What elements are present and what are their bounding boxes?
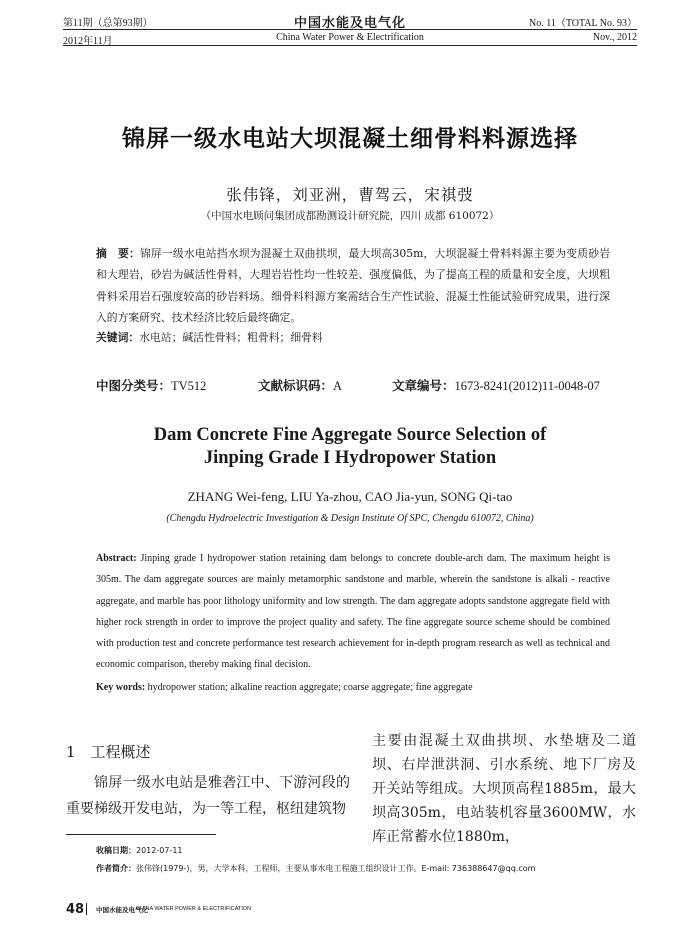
page-number: 48: [66, 902, 85, 917]
abstract-en: [96, 548, 610, 676]
abstract-en-text: Jinping grade I hydropower station retaining dam belongs to concrete double-arch dam. The maximum height is 305m. The dam aggregate sources are mainly metamorphic sandstone and marble, wherein the sandstone is alkali - reactive aggregate, and marble has poor lithology uniformity and low strength. The dam aggregate adopts sandstone aggregate field with higher rock strength in order to improve the project quality and safety. The fine aggregate source scheme should be combined with production test and concrete performance test research achievement for in-depth program research as well as technical and economic comparison, thereby making final decision.: [96, 553, 610, 671]
keywords-en-text: hydropower station; alkaline reaction aggregate; coarse aggregate; fine aggregate: [147, 682, 473, 693]
paper-title-cn: 锦屏一级水电站大坝混凝土细骨料料源选择: [122, 126, 578, 152]
paper-title-en: [0, 424, 700, 470]
keywords-cn-text: 水电站；碱活性骨料；粗骨料；细骨料: [139, 331, 323, 344]
affiliation-en: (Chengdu Hydroelectric Investigation & Design Institute Of SPC, Chengdu 610072, China): [166, 513, 534, 524]
abstract-en-label: Abstract:: [96, 553, 137, 564]
author-bio: [96, 863, 535, 874]
header-date-en: Nov., 2012: [592, 32, 637, 43]
author-bio-label: 作者简介：: [96, 864, 136, 873]
footnote-rule: [66, 834, 216, 835]
footer-journal-en: CHINA WATER POWER & ELECTRIFICATION: [136, 906, 252, 912]
keywords-en: [96, 682, 610, 693]
authors-cn: 张伟锋，刘亚洲，曹驾云，宋祺弢: [226, 186, 474, 204]
abstract-cn: [96, 243, 610, 329]
keywords-cn: [96, 330, 610, 345]
clc-code: [96, 376, 206, 394]
clc-label: 中图分类号：: [96, 378, 172, 393]
affiliation-cn: （中国水电顾问集团成都勘测设计研究院，四川 成都 610072）: [200, 210, 500, 222]
header-rule-thin: [63, 29, 637, 30]
footer-journal-cn: 中国水能及电气化: [96, 906, 148, 914]
abstract-cn-text: 锦屏一级水电站挡水坝为混凝土双曲拱坝，最大坝高305m，大坝混凝土骨料料源主要为变质砂岩和大理岩，砂岩为碱活性骨料，大理岩岩性均一性较差、强度偏低，为了提高工程的质量和安全度，大坝粗骨料采用岩石强度较高的砂岩料场。细骨料料源方案需结合生产性试验、混凝土性能试验研究成果，进行深入的方案研究、技术经济比较后最终确定。: [96, 247, 611, 325]
article-label: 文章编号：: [392, 378, 455, 393]
clc-value: TV512: [171, 379, 207, 393]
keywords-cn-label: 关键词：: [96, 331, 140, 344]
authors-en: ZHANG Wei-feng, LIU Ya-zhou, CAO Jia-yun, SONG Qi-tao: [187, 489, 513, 504]
doc-label: 文献标识码：: [258, 378, 334, 393]
paper-title-en-line1: Dam Concrete Fine Aggregate Source Selection of: [153, 425, 547, 445]
header-rule-bottom: [63, 45, 637, 46]
article-value: 1673-8241(2012)11-0048-07: [454, 379, 600, 393]
doc-value: A: [333, 379, 343, 393]
received-date: [96, 845, 183, 856]
header-journal-cn: 中国水能及电气化: [293, 16, 406, 31]
received-label: 收稿日期：: [96, 846, 136, 855]
body-left-column: 锦屏一级水电站是雅砻江中、下游河段的重要梯级开发电站，为一等工程，枢纽建筑物: [66, 775, 350, 817]
body-right-column: 主要由混凝土双曲拱坝、水垫塘及二道坝、右岸泄洪洞、引水系统、地下厂房及开关站等组成。大坝顶高程1885m，最大坝高305m，电站装机容量3600MW，水库正常蓄水位1880m，: [372, 733, 636, 845]
document-code: [258, 376, 342, 394]
received-value: 2012-07-11: [136, 846, 183, 855]
abstract-cn-label: 摘 要：: [96, 247, 140, 260]
header-issue-en: No. 11（TOTAL No. 93）: [529, 18, 637, 29]
section-heading: 1 工程概述: [66, 743, 151, 761]
header-journal-en: China Water Power & Electrification: [276, 32, 424, 43]
footer-divider: [86, 903, 87, 915]
paper-title-en-line2: Jinping Grade I Hydropower Station: [203, 448, 497, 468]
keywords-en-label: Key words:: [96, 682, 146, 693]
header-issue-cn: 第11期（总第93期）: [63, 18, 153, 29]
header-date-cn: 2012年11月: [63, 36, 113, 47]
article-number: [392, 376, 600, 394]
author-bio-value: 张伟锋(1979-)，男，大学本科，工程师，主要从事水电工程施工组织设计工作。E-mail: 736388647@qq.com: [136, 864, 536, 873]
